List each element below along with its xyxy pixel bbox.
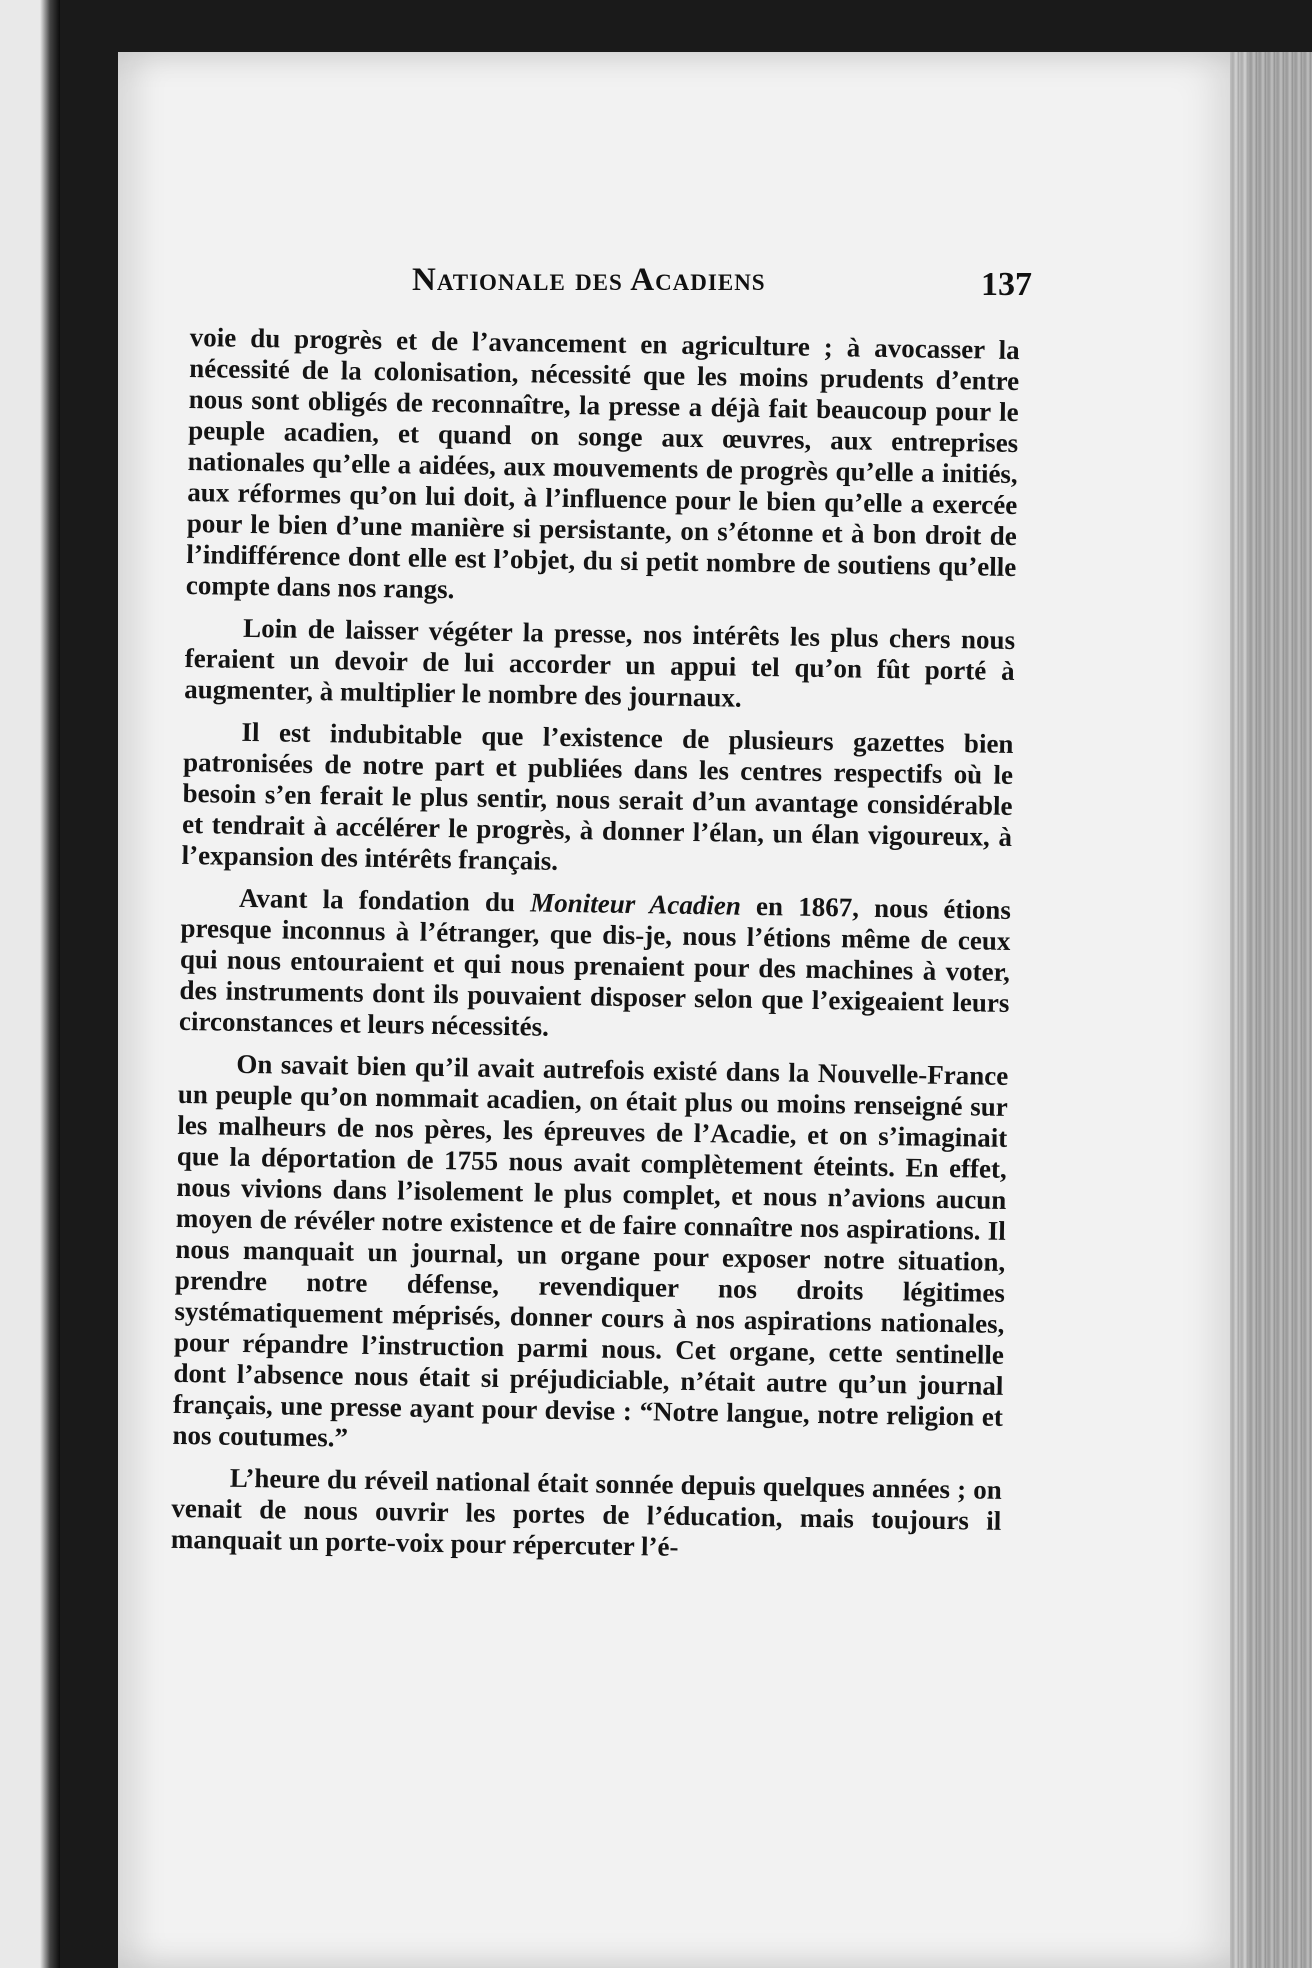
running-title: Nationale des Acadiens xyxy=(412,262,766,298)
paragraph: Il est indubitable que l’existence de plusieurs gazettes bien patronisées de notre part et publiées dans les centres respectifs où le besoin s’en ferait le plus sentir, nous serait d’un avantage considérable et tendrait à accélérer le progrès, à donner l’élan, un élan vigoureux, à l’expansion des intérêts français. xyxy=(181,716,1014,876)
body-text xyxy=(170,322,1019,1579)
adjacent-page-edge xyxy=(0,0,60,1968)
paragraph-text: Avant la fondation du xyxy=(238,882,531,918)
paragraph-text: en 1867, nous étions presque inconnus à l’étranger, que dis-je, nous l’étions même de ceux qui nous entouraient et qui nous prenaient pour des machines à voter, des instruments dont ils pouvaient disposer selon que l’exigeaient leurs circonstances et leurs nécessités. xyxy=(178,890,1012,1042)
paragraph xyxy=(179,882,1011,1050)
paragraph: voie du progrès et de l’avancement en agriculture ; à avocasser la nécessité de la colonisation, nécessité que les moins prudents d’entre nous sont obligés de reconnaître, la presse a déjà fait beaucoup pour le peuple acadien, et quand on songe aux œuvres, aux entreprises nationales qu’elle a aidées, aux mouvements de progrès qu’elle a initiés, aux réformes qu’on lui doit, à l’influence pour le bien qu’elle a exercée pour le bien d’une manière si persistante, on s’étonne et à bon droit de l’indifférence dont elle est l’objet, du si petit nombre de soutiens qu’elle compte dans nos rangs. xyxy=(185,322,1020,605)
newspaper-title: Moniteur Acadien xyxy=(529,887,742,921)
page-number: 137 xyxy=(981,266,1032,303)
page-stack-edges xyxy=(1230,52,1312,1968)
paragraph: L’heure du réveil national était sonnée depuis quelques années ; on venait de nous ouvrir les portes de l’éducation, mais toujours il manquait un porte-voix pour répercuter l’é- xyxy=(170,1462,1002,1562)
paragraph: On savait bien qu’il avait autrefois existé dans la Nouvelle-France un peuple qu’on nommait acadien, on était plus ou moins renseigné sur les malheurs de nos pères, les épreuves de l’Acadie, et on s’imaginait que la déportation de 1755 nous avait complètement éteints. En effet, nous vivions dans l’isolement le plus complet, et nous n’avions aucun moyen de révéler notre existence et de faire connaître nos aspirations. Il nous manquait un journal, un organe pour exposer notre situation, prendre notre défense, revendiquer nos droits légitimes systématiquement méprisés, donner cours à nos aspirations nationales, pour répandre l’instruction parmi nous. Cet organe, cette sentinelle dont l’absence nous était si préjudiciable, n’était autre qu’un journal français, une presse ayant pour devise : “Notre langue, notre religion et nos coutumes.” xyxy=(172,1048,1009,1453)
page-header xyxy=(196,262,1032,312)
paragraph: Loin de laisser végéter la presse, nos intérêts les plus chers nous feraient un devoir de lui accorder un appui tel qu’on fût porté à augmenter, à multiplier le nombre des journaux. xyxy=(183,612,1016,713)
